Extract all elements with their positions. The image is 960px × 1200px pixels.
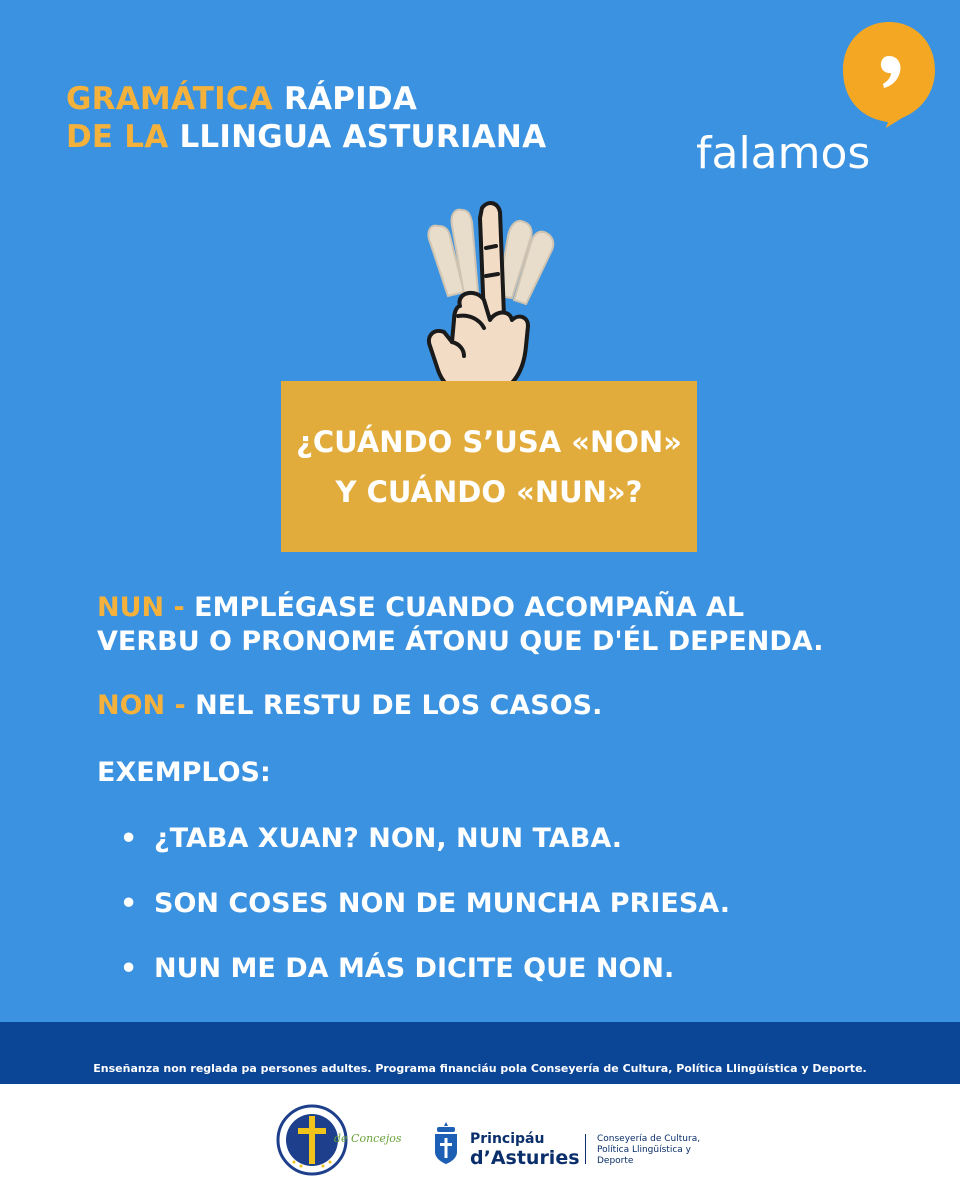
bullet-icon: • (120, 888, 138, 919)
falamos-logo (690, 22, 940, 179)
brand-name: falamos (696, 128, 871, 179)
sponsor-logos (0, 1084, 960, 1200)
principau-line-1: Principáu (470, 1131, 545, 1147)
title-highlight-2: DE LA (66, 119, 169, 155)
principau-line-2: d’Asturies (470, 1147, 580, 1169)
rule-nun-line-1 (97, 591, 744, 625)
examples-heading: EXEMPLOS: (97, 757, 271, 788)
example-item (120, 822, 622, 856)
title-rest-1: RÁPIDA (283, 81, 418, 117)
example-text: ¿TABA XUAN? NON, NUN TABA. (154, 823, 622, 854)
rule-non-text: NEL RESTU DE LOS CASOS. (195, 690, 603, 721)
example-text: NUN ME DA MÁS DICITE QUE NON. (154, 953, 675, 984)
bullet-icon: • (120, 953, 138, 984)
example-text: SON COSES NON DE MUNCHA PRIESA. (154, 888, 730, 919)
page-title (66, 80, 546, 156)
question-line-2: Y CUÁNDO «NUN»? (335, 475, 643, 509)
principau-name (470, 1130, 580, 1168)
question-box (281, 381, 697, 552)
rule-non-term: NON - (97, 690, 186, 721)
rule-nun-term: NUN - (97, 592, 185, 623)
title-highlight-1: GRAMÁTICA (66, 81, 273, 117)
hand-crossed-fingers-icon (400, 196, 570, 402)
title-rest-2: LLINGUA ASTURIANA (179, 119, 547, 155)
principau-shield-icon (432, 1120, 460, 1166)
conseyeria-line-1: Conseyería de Cultura, (597, 1134, 701, 1144)
footer-text: Enseñanza non reglada pa persones adultes. Programa financiáu pola Conseyería de Cultura, Política Llingüística y Deporte. (93, 1062, 867, 1075)
rule-nun-text-2: VERBU O PRONOME ÁTONU QUE D'ÉL DEPENDA. (97, 626, 824, 657)
example-item (120, 952, 674, 986)
conseyeria-name (597, 1134, 700, 1167)
question-line-1: ¿CUÁNDO S’USA «NON» (296, 425, 682, 459)
conseyeria-line-3: Deporte (597, 1156, 634, 1166)
logo-divider (585, 1134, 586, 1164)
bullet-icon: • (120, 823, 138, 854)
rule-non-line (97, 689, 602, 723)
federation-suffix: de Concejos (334, 1132, 402, 1145)
conseyeria-line-2: Política Llingüística y (597, 1145, 691, 1155)
rule-nun-text-1: EMPLÉGASE CUANDO ACOMPAÑA AL (194, 592, 745, 623)
example-item (120, 887, 730, 921)
